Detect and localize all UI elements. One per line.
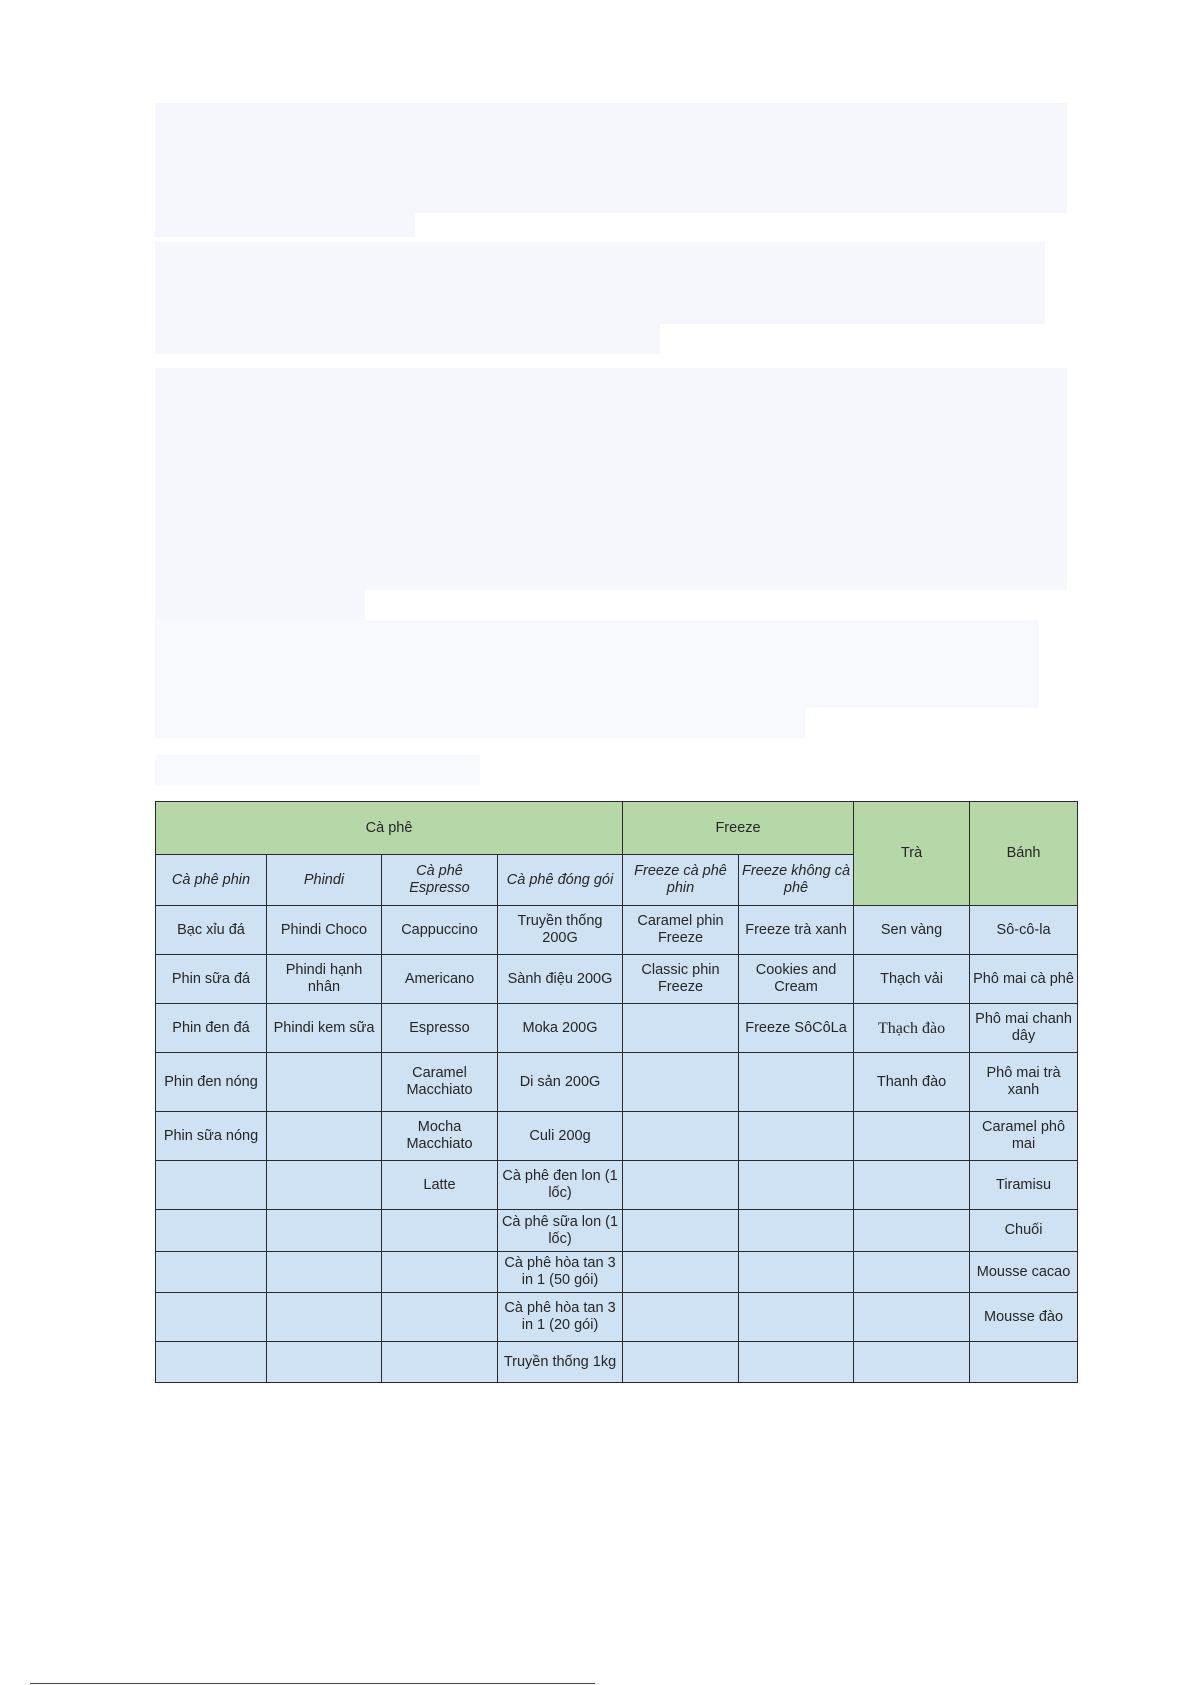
table-cell: Phô mai chanh dây	[970, 1004, 1078, 1053]
table-cell	[739, 1252, 854, 1293]
table-row	[156, 1210, 1078, 1252]
table-cell: Caramel Macchiato	[382, 1053, 498, 1112]
table-cell	[382, 1252, 498, 1293]
table-row	[156, 1004, 1078, 1053]
table-cell: Moka 200G	[498, 1004, 623, 1053]
table-cell: Cookies and Cream	[739, 955, 854, 1004]
table-cell: Mousse đào	[970, 1293, 1078, 1342]
table-cell: Americano	[382, 955, 498, 1004]
footnote-separator	[30, 1683, 595, 1684]
table-cell: Cappuccino	[382, 906, 498, 955]
table-cell	[854, 1252, 970, 1293]
table-cell: Mousse cacao	[970, 1252, 1078, 1293]
table-cell	[382, 1210, 498, 1252]
table-cell	[623, 1252, 739, 1293]
table-cell	[854, 1293, 970, 1342]
faded-paragraph-2	[155, 242, 1045, 324]
table-cell	[156, 1342, 267, 1383]
table-cell: Phin đen đá	[156, 1004, 267, 1053]
table-cell: Phindi Choco	[267, 906, 382, 955]
sub-header: Freeze cà phê phin	[623, 855, 739, 906]
table-cell	[739, 1210, 854, 1252]
table-cell: Phô mai trà xanh	[970, 1053, 1078, 1112]
menu-table	[155, 801, 1078, 1383]
table-row	[156, 1112, 1078, 1161]
table-row	[156, 955, 1078, 1004]
sub-header: Freeze không cà phê	[739, 855, 854, 906]
table-cell	[156, 1161, 267, 1210]
table-cell: Thạch đào	[854, 1004, 970, 1053]
group-header-coffee: Cà phê	[156, 802, 623, 855]
faded-paragraph-1-tail	[155, 213, 415, 237]
table-row	[156, 1053, 1078, 1112]
table-row	[156, 906, 1078, 955]
table-row	[156, 1252, 1078, 1293]
table-cell	[267, 1112, 382, 1161]
table-cell: Caramel phin Freeze	[623, 906, 739, 955]
table-cell: Phindi hạnh nhân	[267, 955, 382, 1004]
table-cell: Mocha Macchiato	[382, 1112, 498, 1161]
table-cell	[623, 1210, 739, 1252]
table-cell: Culi 200g	[498, 1112, 623, 1161]
table-cell	[623, 1004, 739, 1053]
table-cell: Sành điệu 200G	[498, 955, 623, 1004]
table-cell: Tiramisu	[970, 1161, 1078, 1210]
table-cell	[382, 1293, 498, 1342]
table-row	[156, 1342, 1078, 1383]
table-cell	[267, 1293, 382, 1342]
table-cell	[156, 1210, 267, 1252]
table-cell	[267, 1053, 382, 1112]
table-cell: Truyền thống 1kg	[498, 1342, 623, 1383]
table-cell: Espresso	[382, 1004, 498, 1053]
table-cell	[739, 1293, 854, 1342]
table-cell	[854, 1112, 970, 1161]
table-cell	[156, 1293, 267, 1342]
table-cell: Phô mai cà phê	[970, 955, 1078, 1004]
table-cell	[156, 1252, 267, 1293]
table-cell: Latte	[382, 1161, 498, 1210]
table-cell: Caramel phô mai	[970, 1112, 1078, 1161]
table-cell	[739, 1112, 854, 1161]
sub-header: Cà phê Espresso	[382, 855, 498, 906]
table-cell: Phin đen nóng	[156, 1053, 267, 1112]
table-cell: Phin sữa nóng	[156, 1112, 267, 1161]
table-cell	[267, 1210, 382, 1252]
table-cell: Freeze trà xanh	[739, 906, 854, 955]
table-cell: Sô-cô-la	[970, 906, 1078, 955]
table-cell: Classic phin Freeze	[623, 955, 739, 1004]
table-cell	[854, 1342, 970, 1383]
table-row	[156, 1161, 1078, 1210]
table-cell	[854, 1161, 970, 1210]
table-cell: Cà phê sữa lon (1 lốc)	[498, 1210, 623, 1252]
table-cell: Di sản 200G	[498, 1053, 623, 1112]
table-cell	[739, 1161, 854, 1210]
table-cell: Thanh đào	[854, 1053, 970, 1112]
table-cell	[739, 1053, 854, 1112]
faded-paragraph-2-tail	[155, 324, 660, 354]
table-cell	[854, 1210, 970, 1252]
table-cell: Cà phê hòa tan 3 in 1 (50 gói)	[498, 1252, 623, 1293]
table-cell: Bạc xỉu đá	[156, 906, 267, 955]
faded-paragraph-4-tail	[155, 708, 805, 738]
table-cell	[267, 1342, 382, 1383]
faded-paragraph-3	[155, 368, 1067, 590]
table-cell	[623, 1112, 739, 1161]
table-cell	[970, 1342, 1078, 1383]
table-cell: Freeze SôCôLa	[739, 1004, 854, 1053]
sub-header: Cà phê đóng gói	[498, 855, 623, 906]
faded-caption	[155, 755, 480, 785]
faded-paragraph-4	[155, 620, 1039, 708]
sub-header: Phindi	[267, 855, 382, 906]
faded-paragraph-3-tail	[155, 590, 365, 620]
group-header-freeze: Freeze	[623, 802, 854, 855]
table-cell: Cà phê đen lon (1 lốc)	[498, 1161, 623, 1210]
table-cell	[623, 1161, 739, 1210]
table-cell	[739, 1342, 854, 1383]
table-cell	[382, 1342, 498, 1383]
table-cell: Phindi kem sữa	[267, 1004, 382, 1053]
sub-header: Cà phê phin	[156, 855, 267, 906]
table-cell: Cà phê hòa tan 3 in 1 (20 gói)	[498, 1293, 623, 1342]
table-cell: Thạch vải	[854, 955, 970, 1004]
table-cell	[267, 1161, 382, 1210]
table-cell	[623, 1342, 739, 1383]
menu-table-body	[156, 906, 1078, 1383]
group-header-tea: Trà	[854, 802, 970, 906]
table-cell	[623, 1053, 739, 1112]
group-header-cake: Bánh	[970, 802, 1078, 906]
table-cell: Sen vàng	[854, 906, 970, 955]
table-cell: Chuối	[970, 1210, 1078, 1252]
table-row	[156, 1293, 1078, 1342]
faded-paragraph-1	[155, 103, 1067, 213]
table-cell: Phin sữa đá	[156, 955, 267, 1004]
table-cell: Truyền thống 200G	[498, 906, 623, 955]
table-cell	[267, 1252, 382, 1293]
table-cell	[623, 1293, 739, 1342]
